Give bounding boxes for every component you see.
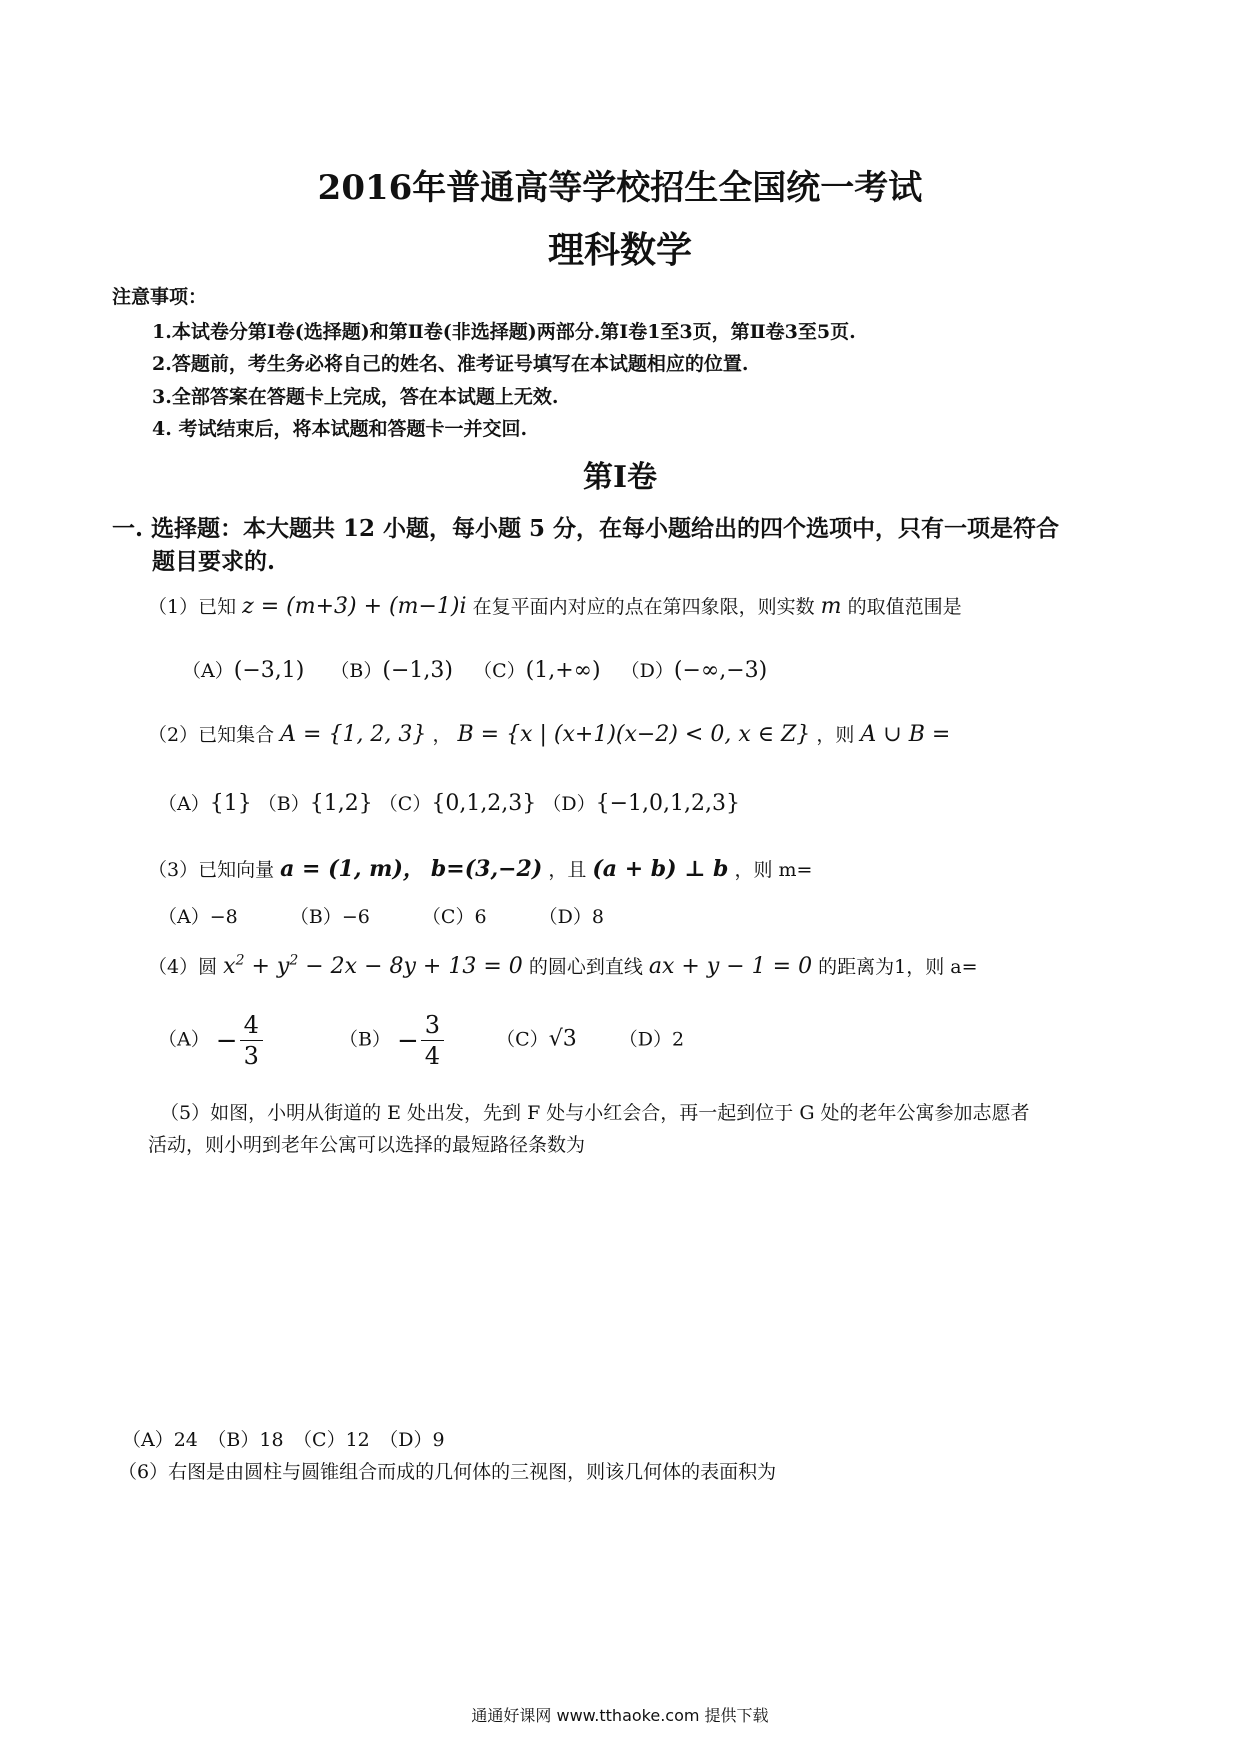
q2-comma: ， [432,724,452,746]
question-5: （5）如图，小明从街道的 E 处出发，先到 F 处与小红会合，再一起到位于 G 处的老年公寓参加志愿者 [160,1102,1030,1124]
option-label: （A） [158,793,210,815]
q4-circle-x: x [223,954,236,979]
q2-post: ，则 [816,724,855,746]
option-label: （D） [538,906,592,928]
fraction [240,1010,263,1071]
q3-pre: （3）已知向量 [148,859,275,881]
q3-mid: ，且 [548,859,587,881]
question-1 [148,592,962,619]
minus-sign: − [215,1025,238,1056]
denominator: 3 [243,1042,259,1070]
notice-heading: 注意事项： [112,286,208,308]
option-label: （C） [496,1028,549,1051]
q1-var: m [820,594,842,619]
notice-item: 2.答题前，考生务必将自己的姓名、准考证号填写在本试题相应的位置. [152,353,749,375]
part-heading: 一. 选择题：本大题共 12 小题，每小题 5 分，在每小题给出的四个选项中，只有一项是符合 [112,515,1060,542]
q2-options [158,789,740,816]
option-value: (1,+∞) [525,658,601,683]
option-value: {0,1,2,3} [431,791,537,816]
q3-condition: (a + b) ⊥ b [592,856,729,882]
option-value: {1,2} [309,791,373,816]
option-value: (−3,1) [233,658,305,683]
q1-post: 在复平面内对应的点在第四象限，则实数 [472,596,815,618]
exam-title: 2016年普通高等学校招生全国统一考试 [317,168,923,208]
q3-options [158,902,604,929]
option-value: {−1,0,1,2,3} [595,791,740,816]
option-label: （D） [618,1028,673,1051]
option-label: （B） [257,793,310,815]
question-6: （6）右图是由圆柱与圆锥组合而成的几何体的三视图，则该几何体的表面积为 [118,1461,777,1483]
q4-exponent: 2 [235,952,245,969]
option-label: （C） [473,660,526,682]
q4-mid: 的圆心到直线 [528,956,643,978]
option-value: {1} [209,791,252,816]
option-value: 2 [672,1028,685,1051]
section-heading: 第Ⅰ卷 [582,460,658,495]
option-label: （B） [338,1028,391,1051]
option-label: （A） [158,906,210,928]
fraction [421,1010,444,1071]
option-label: （A） [158,1028,210,1051]
q4-circle-eq [223,954,523,979]
option-value: (−1,3) [382,658,453,683]
q1-formula: z = (m+3) + (m−1)i [242,594,467,619]
option-label: （D） [542,793,596,815]
q3-post: ，则 m= [734,859,813,881]
q2-union: A ∪ B = [860,722,951,747]
minus-sign: − [396,1025,419,1056]
denominator: 4 [424,1042,441,1070]
option-label: （B） [289,906,342,928]
q3-vector-b: b=(3,−2) [430,856,543,882]
q4-line-eq: ax + y − 1 = 0 [648,954,813,979]
q4-pre: （4）圆 [148,956,218,978]
option-value: −6 [341,906,370,928]
page-footer: 通通好课网 www.tthaoke.com 提供下载 [471,1706,769,1725]
q4-circle-rest: − 2x − 8y + 13 = 0 [298,954,523,979]
part-heading-cont: 题目要求的. [152,548,276,575]
question-4 [148,952,978,979]
notice-item: 1.本试卷分第Ⅰ卷(选择题)和第Ⅱ卷(非选择题)两部分.第Ⅰ卷1至3页，第Ⅱ卷3至5页. [152,321,856,343]
question-3 [148,852,812,883]
option-value: −8 [209,906,238,928]
option-label: （B） [330,660,383,682]
option-label: （A） [182,660,234,682]
q2-set-a: A = {1, 2, 3} [280,722,427,747]
q4-post: 的距离为1，则 a= [818,956,978,978]
option-label: （C） [378,793,432,815]
exam-subtitle: 理科数学 [547,229,692,271]
q1-options [182,656,767,683]
q5-options: （A）24 （B）18 （C）12 （D）9 [122,1429,445,1451]
q2-pre: （2）已知集合 [148,724,275,746]
q4-options [158,1010,684,1071]
q1-pre: （1）已知 [148,596,237,618]
numerator: 4 [240,1010,263,1041]
option-label: （D） [620,660,674,682]
option-value: 8 [591,906,604,928]
question-2 [148,720,950,747]
question-5-cont: 活动，则小明到老年公寓可以选择的最短路径条数为 [148,1134,586,1156]
option-value: (−∞,−3) [673,658,768,683]
option-label: （C） [421,906,475,928]
option-value: √3 [548,1026,577,1052]
q3-vector-a: a = (1, m)， [280,856,425,882]
option-value: 6 [474,906,487,928]
numerator: 3 [421,1010,444,1041]
q4-circle-y: + y [244,954,290,979]
notice-item: 4. 考试结束后，将本试题和答题卡一并交回. [152,418,528,440]
q2-set-b: B = {x | (x+1)(x−2) < 0, x ∈ Z} [457,722,811,747]
q1-tail: 的取值范围是 [847,596,962,618]
notice-item: 3.全部答案在答题卡上完成，答在本试题上无效. [152,386,559,408]
q4-exponent: 2 [289,952,299,969]
